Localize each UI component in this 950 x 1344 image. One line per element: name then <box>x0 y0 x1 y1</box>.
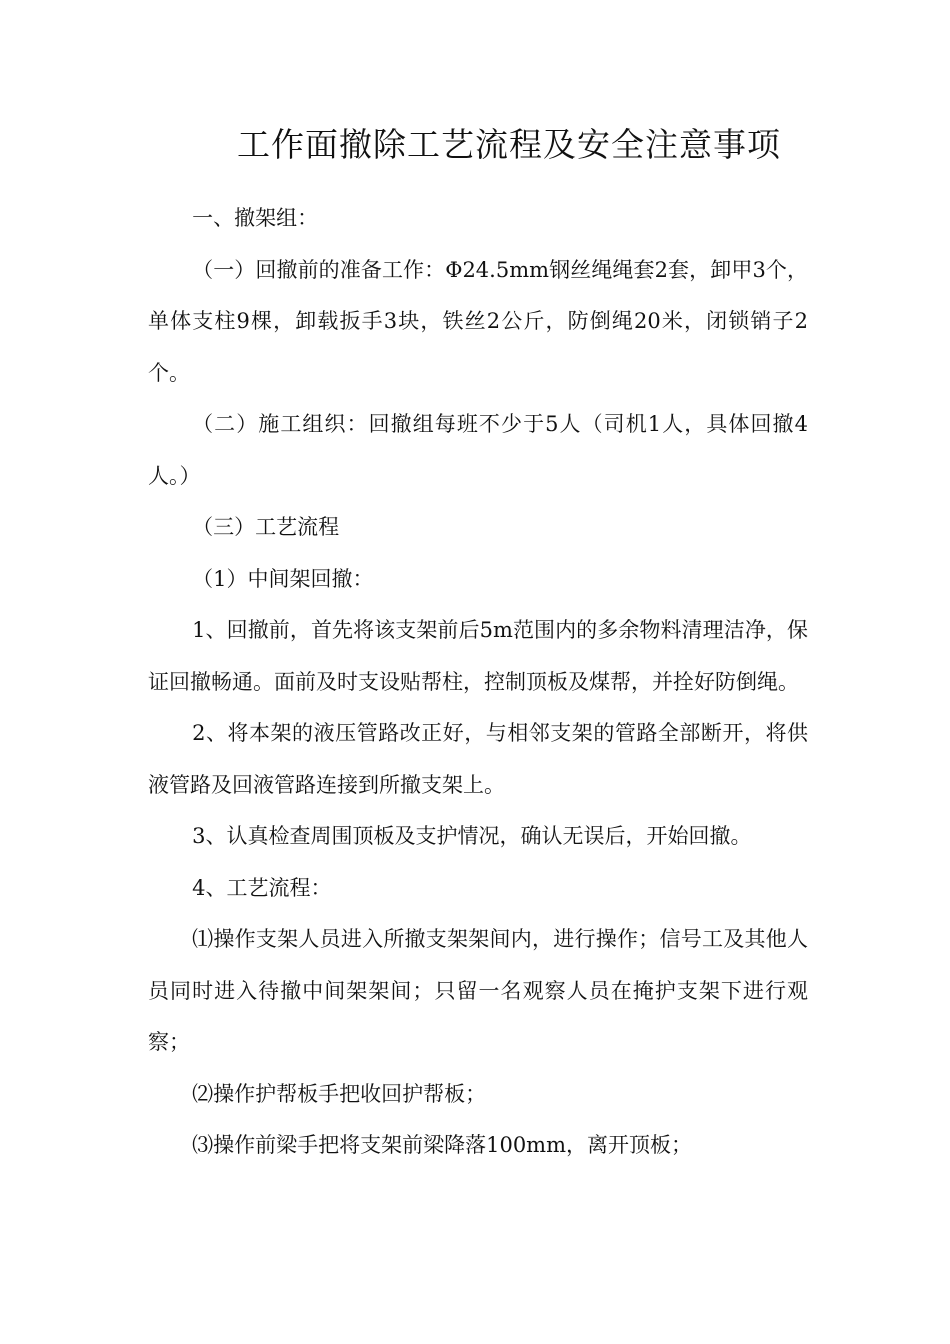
step-4: 4、工艺流程： <box>192 875 332 900</box>
subheading-process: （三）工艺流程 <box>192 515 340 539</box>
paragraph-organization: （二）施工组织：回撤组每班不少于5人（司机1人，具体回撤4人。） <box>148 412 808 488</box>
step-1: 1、回撤前，首先将该支架前后5m范围内的多余物料清理洁净，保证回撤畅通。面前及时支设贴帮柱，控制顶板及煤帮，并拴好防倒绳。 <box>148 618 808 694</box>
subheading-middle-support: （1）中间架回撤： <box>192 566 374 591</box>
section-heading-dismantle-group: 一、撤架组： <box>192 206 319 230</box>
document-title: 工作面撤除工艺流程及安全注意事项 <box>237 125 781 164</box>
document-body <box>148 193 808 1172</box>
substep-3: ⑶操作前梁手把将支架前梁降落100mm，离开顶板； <box>192 1133 693 1157</box>
substep-2: ⑵操作护帮板手把收回护帮板； <box>192 1081 487 1106</box>
substep-1: ⑴操作支架人员进入所撤支架架间内，进行操作；信号工及其他人员同时进入待撤中间架架间；只留一名观察人员在掩护支架下进行观察； <box>148 927 808 1054</box>
paragraph-preparation: （一）回撤前的准备工作：Φ24.5mm钢丝绳绳套2套，卸甲3个，单体支柱9棵，卸载扳手3块，铁丝2公斤，防倒绳20米，闭锁销子2个。 <box>148 257 808 385</box>
step-2: 2、将本架的液压管路改正好，与相邻支架的管路全部断开，将供液管路及回液管路连接到所撤支架上。 <box>148 721 808 797</box>
step-3: 3、认真检查周围顶板及支护情况，确认无误后，开始回撤。 <box>192 824 752 848</box>
